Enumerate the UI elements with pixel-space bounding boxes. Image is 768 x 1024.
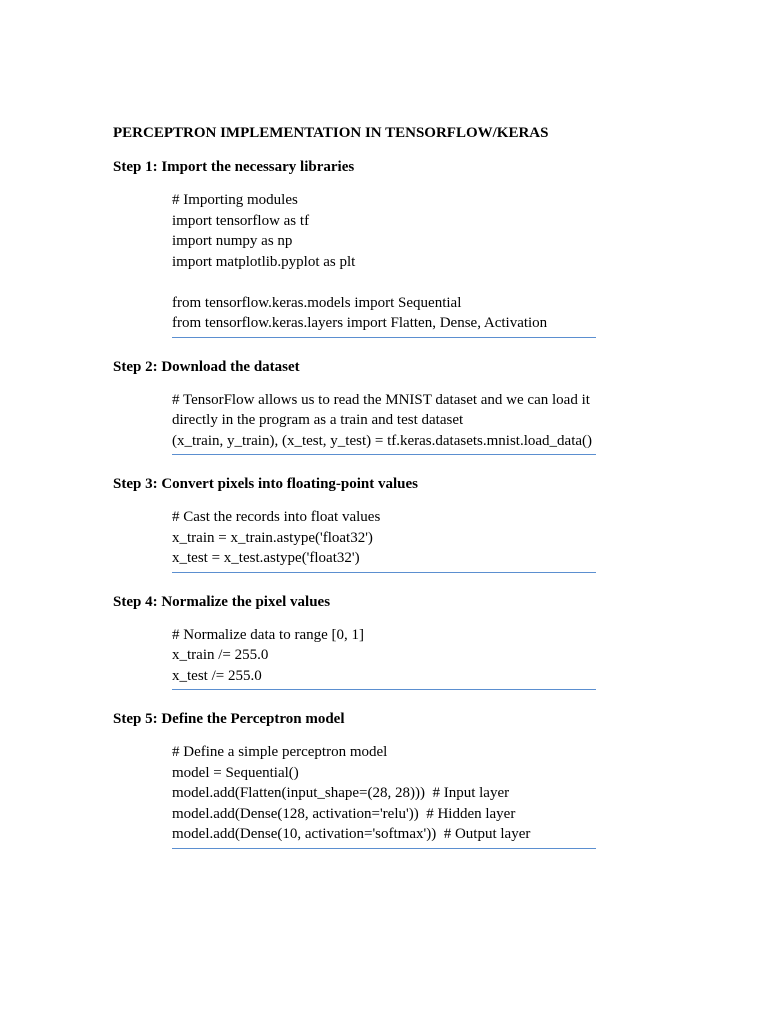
code-block — [172, 507, 596, 573]
code-line: model = Sequential() — [172, 764, 299, 781]
step-4 — [113, 593, 613, 691]
step-heading: Step 2: Download the dataset — [113, 358, 300, 375]
step-3 — [113, 475, 613, 573]
document-title: PERCEPTRON IMPLEMENTATION IN TENSORFLOW/KERAS — [113, 125, 549, 141]
code-block — [172, 742, 596, 849]
code-line: # Importing modules — [172, 192, 298, 208]
code-line: import tensorflow as tf — [172, 212, 310, 229]
step-heading: Step 5: Define the Perceptron model — [113, 711, 345, 727]
code-line: # Cast the records into float values — [172, 509, 381, 525]
code-line-blank — [172, 272, 596, 293]
step-5 — [113, 710, 613, 849]
code-block — [172, 390, 596, 456]
code-line: x_test = x_test.astype('float32') — [172, 550, 360, 566]
code-line: model.add(Flatten(input_shape=(28, 28))) # Input layer — [172, 785, 510, 801]
step-heading: Step 1: Import the necessary libraries — [113, 159, 355, 175]
code-line: # Normalize data to range [0, 1] — [172, 626, 365, 643]
step-heading: Step 4: Normalize the pixel values — [113, 593, 331, 610]
step-2 — [113, 358, 613, 456]
code-line: x_train = x_train.astype('float32') — [172, 529, 373, 546]
document-page — [113, 124, 613, 869]
code-line: model.add(Dense(128, activation='relu')) # Hidden layer — [172, 805, 516, 822]
code-line: directly in the program as a train and test dataset — [172, 412, 464, 428]
code-line: import numpy as np — [172, 233, 293, 249]
code-line: (x_train, y_train), (x_test, y_test) = tf.keras.datasets.mnist.load_data() — [172, 432, 593, 449]
step-heading: Step 3: Convert pixels into floating-point values — [113, 476, 419, 492]
code-block — [172, 625, 596, 691]
step-1 — [113, 158, 613, 338]
code-line: from tensorflow.keras.models import Sequential — [172, 294, 462, 311]
code-line: import matplotlib.pyplot as plt — [172, 253, 356, 270]
code-line: # Define a simple perceptron model — [172, 744, 388, 760]
code-line: from tensorflow.keras.layers import Flatten, Dense, Activation — [172, 315, 548, 331]
code-block — [172, 190, 596, 338]
code-line: # TensorFlow allows us to read the MNIST dataset and we can load it — [172, 391, 590, 408]
code-line: x_train /= 255.0 — [172, 647, 269, 663]
code-line: x_test /= 255.0 — [172, 667, 262, 684]
code-line: model.add(Dense(10, activation='softmax')) # Output layer — [172, 826, 531, 842]
